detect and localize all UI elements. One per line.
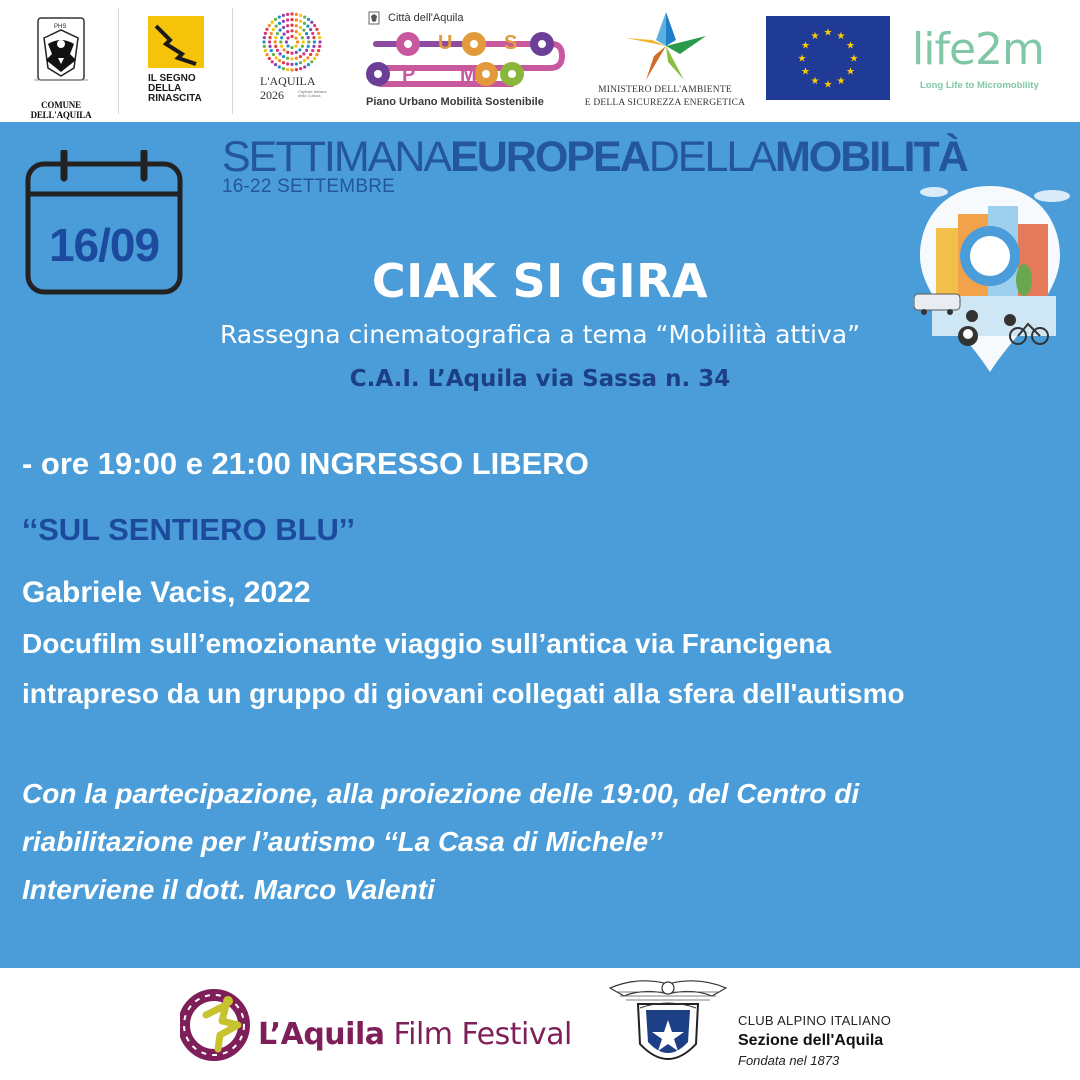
rosette-dot <box>299 14 302 17</box>
comune-crest-icon <box>18 14 104 98</box>
eu-flag-icon <box>766 16 890 100</box>
mobility-week-title <box>222 134 967 180</box>
rosette-dot <box>280 36 283 39</box>
rosette-dot <box>303 59 306 62</box>
rosette-dot <box>286 51 289 54</box>
film-title: ‘‘SUL SENTIERO BLU’’ <box>22 512 355 547</box>
rosette-dot <box>295 24 298 27</box>
rosette-dot <box>298 32 301 35</box>
cai-founded: Fondata nel 1873 <box>738 1053 840 1068</box>
segno-yellow-square <box>148 16 204 68</box>
rosette-dot <box>274 40 277 43</box>
rosette-dot <box>311 49 314 52</box>
rosette-dot <box>282 67 285 70</box>
pums-letter-s: S <box>504 32 518 54</box>
rosette-dot <box>275 56 278 59</box>
eu-star-icon: ★ <box>797 53 807 65</box>
rosette-dot <box>282 26 285 29</box>
rosette-dot <box>268 45 271 48</box>
rosette-dot <box>299 67 302 70</box>
rosette-dot <box>303 22 306 25</box>
eu-star-icon: ★ <box>810 76 820 88</box>
rosette-dot <box>286 57 289 60</box>
rosette-dot <box>305 32 308 35</box>
film-description-line: Docufilm sull’emozionante viaggio sull’antica via Francigena <box>22 628 832 659</box>
eu-star-icon: ★ <box>849 53 859 65</box>
rosette-dot <box>313 40 316 43</box>
rosette-dot <box>272 53 275 56</box>
rosette-dot <box>309 28 312 31</box>
rosette-dot <box>278 59 281 62</box>
aquila2026-line1: L'AQUILA <box>260 74 316 88</box>
rosette-dot <box>318 40 321 43</box>
rosette-dot <box>317 49 320 52</box>
ministero-logo <box>580 10 750 116</box>
film-reel-icon <box>180 985 260 1065</box>
aquila2026-small: Capitale italiana della Cultura <box>298 89 327 98</box>
rosette-dot <box>286 13 289 16</box>
rosette-dot <box>312 36 315 39</box>
rosette-dot <box>290 29 293 32</box>
rosette-dot <box>286 44 289 47</box>
rosette-dot <box>290 18 293 21</box>
rosette-dot <box>302 29 305 32</box>
rosette-dot <box>279 52 282 55</box>
rosette-dot <box>270 32 273 35</box>
comune-aquila-logo <box>18 14 104 120</box>
rosette-dot <box>290 57 293 60</box>
rosette-dot <box>295 13 298 16</box>
film-festival-logo <box>180 985 580 1065</box>
cai-section-text <box>738 1013 891 1068</box>
rosette-dot <box>271 60 274 63</box>
rosette-dot <box>271 21 274 24</box>
film-festival-name <box>258 1017 572 1052</box>
rosette-dot <box>268 40 271 43</box>
rosette-dot <box>264 49 267 52</box>
rosette-dot <box>301 36 304 39</box>
rosette-dot <box>282 55 285 58</box>
ministry-star-icon <box>624 10 708 82</box>
rosette-dot <box>299 26 302 29</box>
rosette-dot <box>303 15 306 18</box>
film-festival-part2: Film Festival <box>393 1017 572 1052</box>
rosette-dot <box>282 32 285 35</box>
rosette-dot <box>298 48 301 51</box>
eu-star-icon: ★ <box>823 79 833 91</box>
cai-emblem-icon <box>608 974 728 1078</box>
rosette-dot <box>295 51 298 54</box>
segno-rinascita-logo <box>140 16 220 108</box>
rosette-dot <box>307 45 310 48</box>
life2m-logo <box>908 24 1068 104</box>
rosette-dot <box>286 24 289 27</box>
rosette-dot <box>265 53 268 56</box>
rosette-dot <box>315 53 318 56</box>
event-schedule: - ore 19:00 e 21:00 INGRESSO LIBERO <box>22 446 589 481</box>
rosette-dot <box>307 63 310 66</box>
pums-caption: Piano Urbano Mobilità Sostenibile <box>366 96 544 108</box>
participation-line: riabilitazione per l’autismo ‘‘La Casa di Michele’’ <box>22 826 663 857</box>
dotted-rosette-icon <box>254 10 338 74</box>
rosette-dot <box>280 45 283 48</box>
rosette-dot <box>295 18 298 21</box>
partner-logos-strip <box>0 0 1080 122</box>
rosette-dot <box>268 36 271 39</box>
title-part-della: DELLA <box>648 133 775 181</box>
rosette-dot <box>312 45 315 48</box>
title-part-settimana: SETTIMANA <box>222 133 451 181</box>
cai-club-name: CLUB ALPINO ITALIANO <box>738 1013 892 1028</box>
rosette-dot <box>301 45 304 48</box>
eu-star-icon: ★ <box>800 66 810 78</box>
rosette-dot <box>307 18 310 21</box>
rosette-dot <box>276 49 279 52</box>
participation-line: Con la partecipazione, alla proiezione delle 19:00, del Centro di <box>22 778 860 809</box>
rosette-dot <box>290 63 293 66</box>
rosette-dot <box>311 32 314 35</box>
rosette-dot <box>299 55 302 58</box>
rosette-dot <box>303 65 306 68</box>
rosette-dot <box>317 32 320 35</box>
event-title: CIAK SI GIRA <box>371 254 709 308</box>
rosette-dot <box>290 68 293 71</box>
rosette-dot <box>305 49 308 52</box>
crack-icon <box>148 16 204 68</box>
rosette-dot <box>310 60 313 63</box>
rosette-dot <box>307 40 310 43</box>
eu-stars <box>766 16 890 100</box>
eu-star-icon: ★ <box>836 76 846 88</box>
rosette-dot <box>313 57 316 60</box>
rosette-dot <box>318 45 321 48</box>
title-part-mobilita: MOBILITÀ <box>774 133 967 181</box>
event-location: C.A.I. L’Aquila via Sassa n. 34 <box>349 366 731 392</box>
rosette-dot <box>282 48 285 51</box>
rosette-dot <box>302 40 305 43</box>
rosette-dot <box>274 18 277 21</box>
pums-letter-p: P <box>402 64 416 86</box>
eu-star-icon: ★ <box>846 66 856 78</box>
rosette-dot <box>268 24 271 27</box>
rosette-dot <box>263 45 266 48</box>
rosette-dot <box>276 32 279 35</box>
rosette-dot <box>299 61 302 64</box>
rosette-dot <box>282 20 285 23</box>
rosette-dot <box>299 20 302 23</box>
comune-caption: COMUNE DELL'AQUILA <box>30 100 92 120</box>
rosette-dot <box>274 45 277 48</box>
ministero-line1: MINISTERO DELL'AMBIENTE <box>598 85 732 95</box>
city-crest-icon <box>366 10 382 26</box>
aquila2026-line2: 2026 <box>260 88 284 102</box>
rosette-dot <box>302 52 305 55</box>
calendar-date: 16/09 <box>48 219 160 271</box>
rosette-dot <box>279 29 282 32</box>
segno-caption-line: IL SEGNO <box>148 73 196 84</box>
cai-section-name: Sezione dell'Aquila <box>738 1032 884 1049</box>
rosette-dot <box>262 40 265 43</box>
rosette-dot <box>315 28 318 31</box>
rosette-dot <box>310 21 313 24</box>
svg-text:PHS: PHS <box>54 24 67 30</box>
rosette-dot <box>306 25 309 28</box>
eu-star-icon: ★ <box>800 40 810 52</box>
rosette-dot <box>295 57 298 60</box>
rosette-dot <box>296 40 299 43</box>
rosette-dot <box>286 30 289 33</box>
rosette-dot <box>290 52 293 55</box>
rosette-dot <box>274 63 277 66</box>
rosette-dot <box>282 14 285 17</box>
pums-letter-u: U <box>438 32 453 54</box>
rosette-dot <box>307 36 310 39</box>
rosette-dot <box>286 68 289 71</box>
rosette-dot <box>279 40 282 43</box>
eu-star-icon: ★ <box>823 27 833 39</box>
pums-city: Città dell'Aquila <box>388 12 464 24</box>
logo-divider <box>232 8 233 114</box>
eu-star-icon: ★ <box>810 30 820 42</box>
rosette-dot <box>309 53 312 56</box>
rosette-dot <box>290 12 293 15</box>
aquila-2026-logo <box>254 10 338 110</box>
rosette-dot <box>290 35 293 38</box>
rosette-dot <box>263 36 266 39</box>
eu-star-icon: ★ <box>836 30 846 42</box>
rosette-dot <box>268 57 271 60</box>
participation-line: Interviene il dott. Marco Valenti <box>22 874 435 905</box>
ministero-line2: E DELLA SICUREZZA ENERGETICA <box>584 98 746 108</box>
segno-caption-line: DELLA <box>148 83 182 94</box>
rosette-dot <box>295 62 298 65</box>
rosette-dot <box>264 32 267 35</box>
rosette-dot <box>290 46 293 49</box>
rosette-dot <box>290 24 293 27</box>
rosette-dot <box>272 28 275 31</box>
rosette-dot <box>274 36 277 39</box>
rosette-dot <box>286 18 289 21</box>
film-festival-part1: L’Aquila <box>258 1017 385 1052</box>
rosette-dot <box>286 62 289 65</box>
rosette-dot <box>270 49 273 52</box>
rosette-dot <box>318 36 321 39</box>
rosette-dot <box>294 36 297 39</box>
rosette-dot <box>265 28 268 31</box>
rosette-dot <box>278 15 281 18</box>
rosette-dot <box>275 25 278 28</box>
rosette-dot <box>306 56 309 59</box>
rosette-dot <box>285 40 288 43</box>
life2m-tagline: Long Life to Micromobility <box>920 80 1039 91</box>
segno-caption-line: RINASCITA <box>148 93 202 104</box>
pums-letter-m: M <box>460 64 477 86</box>
eu-star-icon: ★ <box>846 40 856 52</box>
mobility-week-dates: 16-22 SETTEMBRE <box>222 176 395 197</box>
rosette-dot <box>278 65 281 68</box>
rosette-dot <box>295 30 298 33</box>
rosette-dot <box>313 24 316 27</box>
rosette-dot <box>295 68 298 71</box>
film-description-line: intrapreso da un gruppo di giovani collegati alla sfera dell'autismo <box>22 678 905 709</box>
logo-divider <box>118 8 119 114</box>
title-part-europea: EUROPEA <box>450 133 649 181</box>
rosette-dot <box>294 44 297 47</box>
rosette-dot <box>278 22 281 25</box>
cai-eagle-shield <box>608 974 728 1078</box>
rosette-dot <box>282 61 285 64</box>
rosette-dot <box>286 36 289 39</box>
event-subtitle: Rassegna cinematografica a tema “Mobilità attiva” <box>219 320 861 349</box>
pums-logo <box>362 6 572 116</box>
film-director-year: Gabriele Vacis, 2022 <box>22 576 311 609</box>
life2m-name: life2m <box>912 24 1044 75</box>
